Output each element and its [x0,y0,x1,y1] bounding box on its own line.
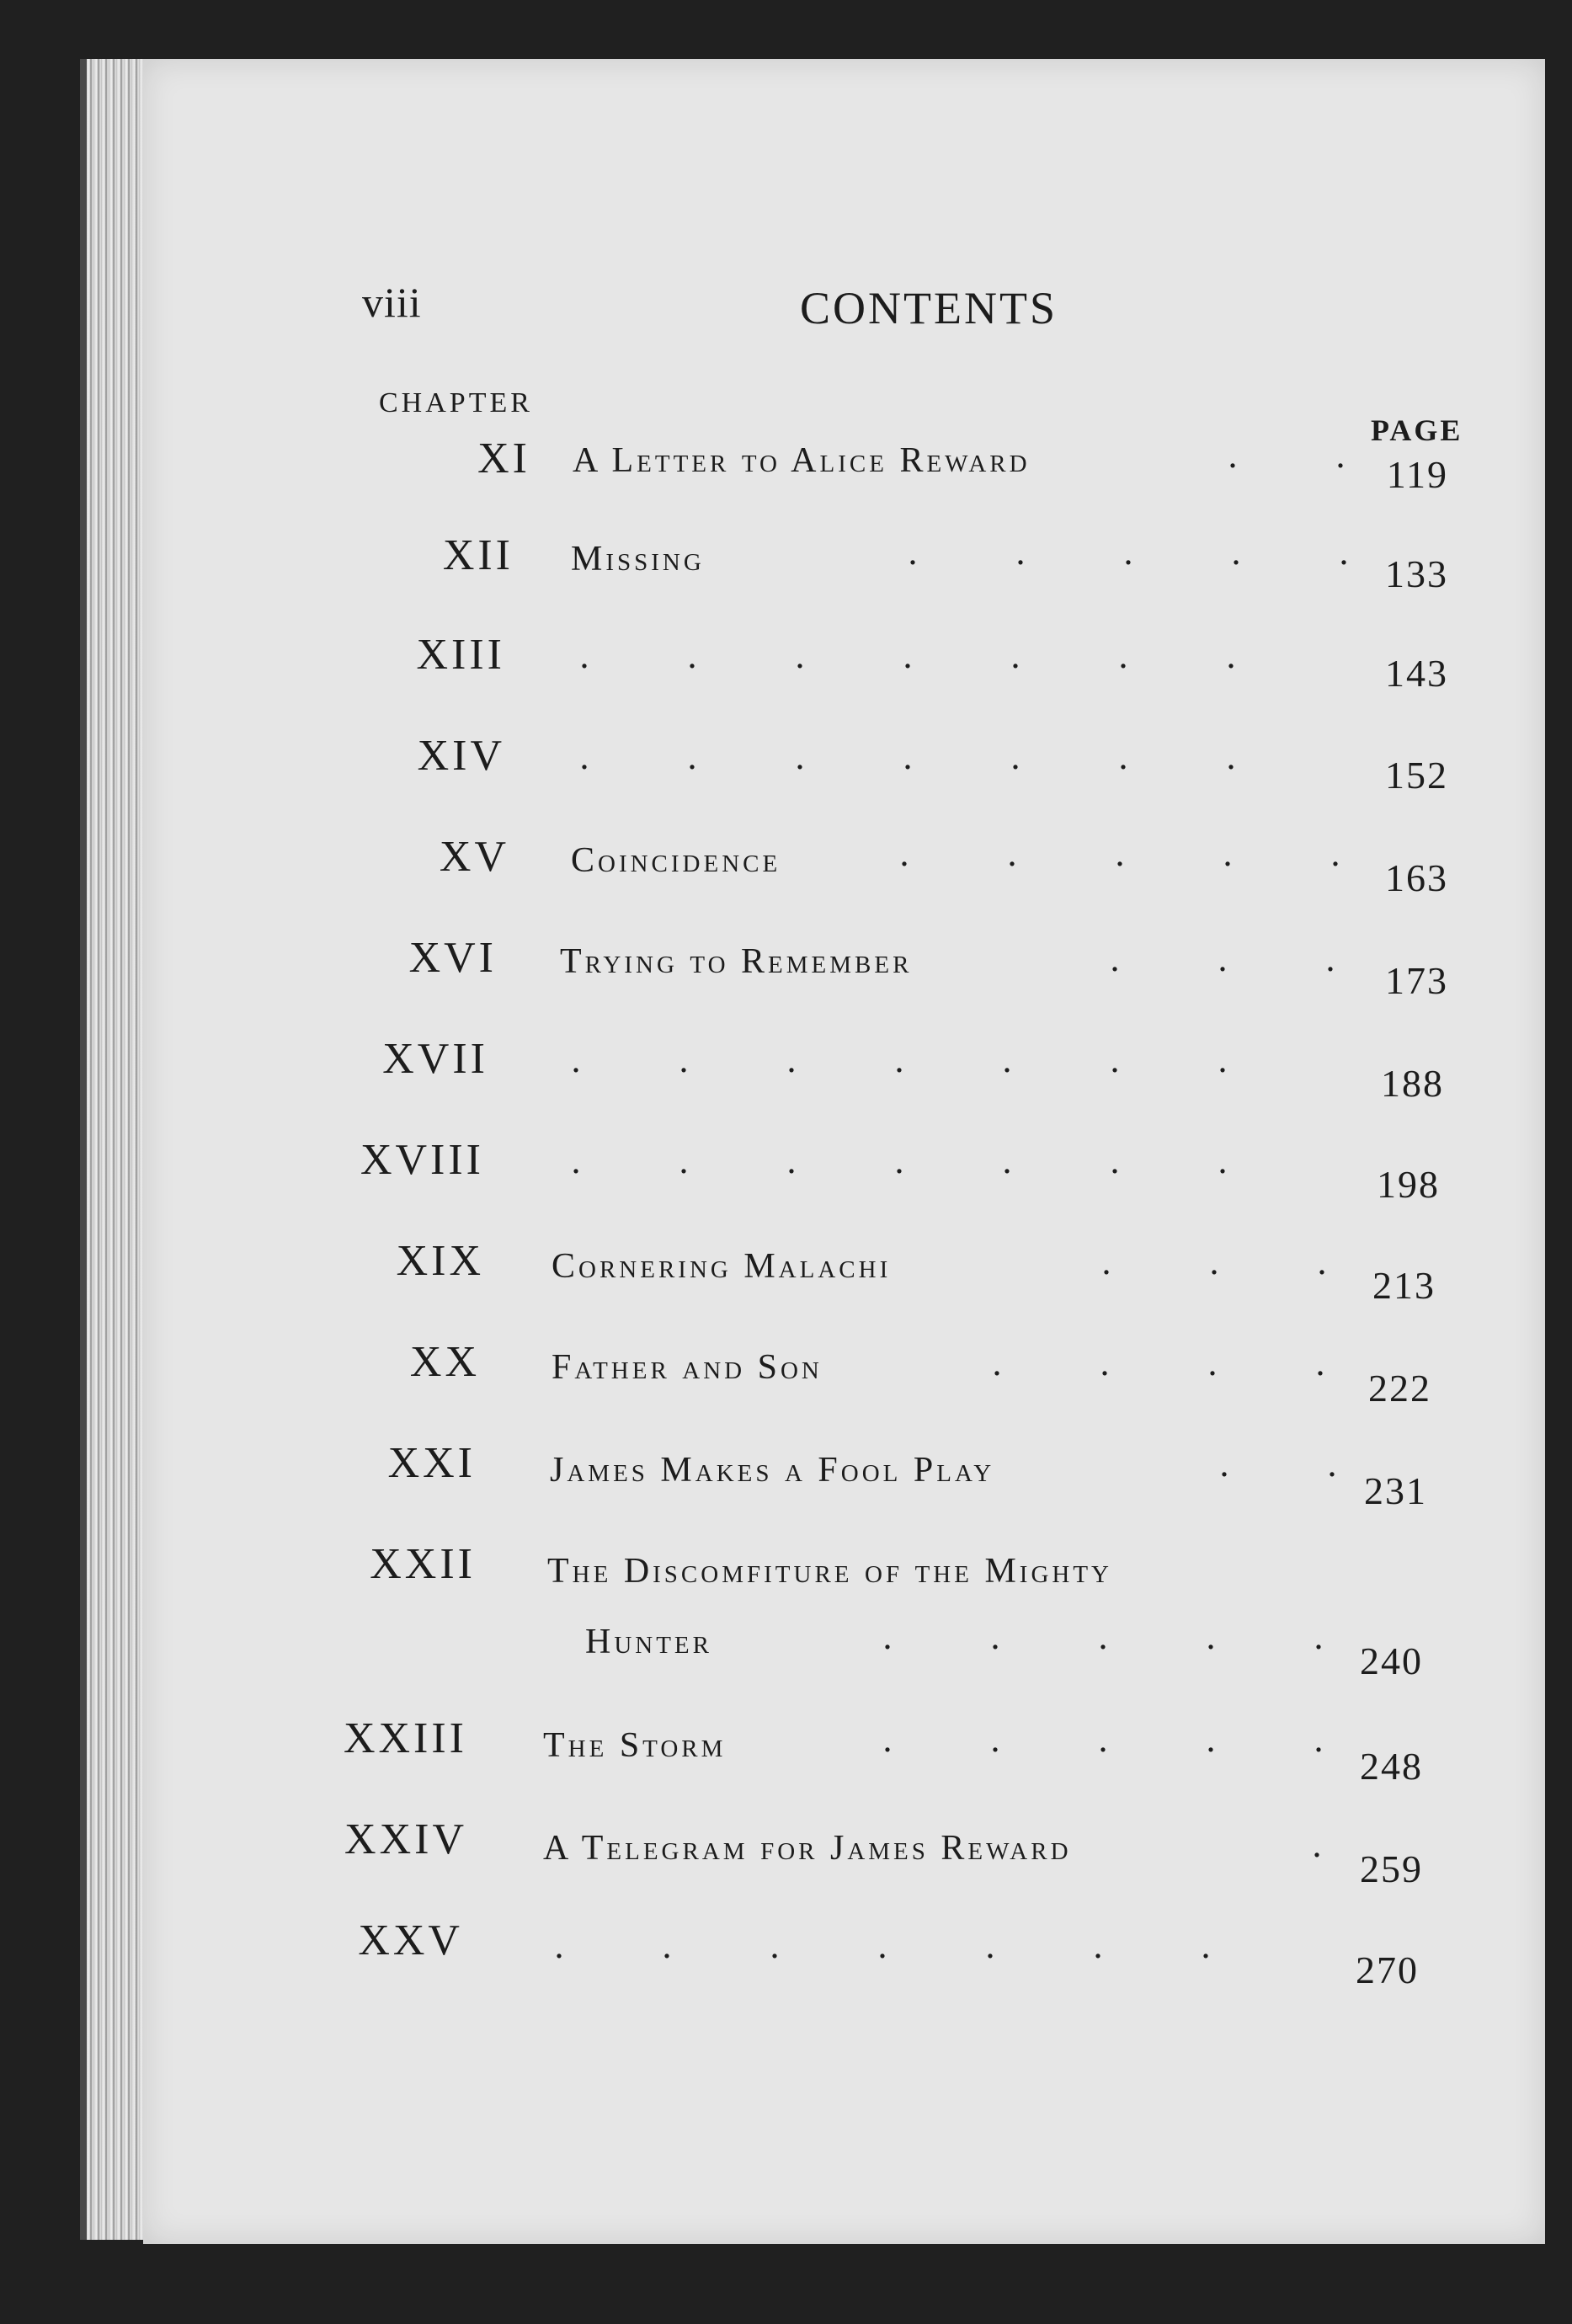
chapter-number: XXIII [343,1714,467,1762]
chapter-title: James Makes a Fool Play [550,1451,995,1490]
dot-leaders: . . . . . [908,531,1349,573]
chapter-title: Father and Son [552,1348,823,1387]
chapter-number: XIII [416,631,505,679]
dot-leaders: . . . . . . . [579,736,1236,777]
page-reference: 143 [1385,652,1448,695]
page-reference: 133 [1385,552,1448,595]
page-reference: 248 [1360,1745,1423,1788]
chapter-number: XVIII [360,1136,484,1184]
dot-leaders: . . . . . [882,1616,1324,1657]
table-of-contents [143,59,1545,2244]
chapter-title: A Letter to Alice Reward [573,441,1031,480]
chapter-title: Missing [571,540,705,578]
page-title: CONTENTS [800,283,1058,333]
page-reference: 270 [1356,1948,1419,1991]
chapter-number: XXIV [344,1815,467,1863]
chapter-number: XVII [382,1035,488,1083]
page-reference: 163 [1385,856,1448,899]
dot-leaders: . . . . [992,1342,1325,1383]
chapter-column-label: CHAPTER [379,387,533,418]
chapter-number: XX [409,1338,480,1386]
chapter-title: Trying to Remember [560,942,913,981]
dot-leaders: . . . . . . . [571,1039,1228,1080]
page-column-label: PAGE [1371,413,1463,447]
chapter-number: XIV [417,732,505,780]
chapter-number: XXV [358,1916,463,1964]
chapter-title: A Telegram for James Reward [543,1829,1072,1868]
chapter-title: The Discomfiture of the Mighty [547,1552,1112,1591]
dot-leaders: . . . [1101,1241,1327,1282]
page-reference: 198 [1377,1163,1440,1206]
page-reference: 213 [1372,1264,1436,1307]
chapter-title-continued: Hunter [585,1623,712,1661]
dot-leaders: . . [1219,1443,1337,1484]
chapter-title: Coincidence [571,841,781,880]
page-reference: 152 [1385,754,1448,797]
dot-leaders: . . . . . [899,833,1340,874]
chapter-number: XII [442,531,514,579]
dot-leaders: . . . . . . . [579,635,1236,676]
chapter-number: XXII [370,1540,476,1588]
chapter-title: Cornering Malachi [552,1247,892,1286]
chapter-number: XXI [387,1439,476,1487]
chapter-number: XI [477,434,530,482]
page-reference: 222 [1368,1367,1431,1410]
page-reference: 188 [1381,1062,1444,1105]
page-reference: 259 [1360,1847,1423,1890]
chapter-number: XIX [396,1237,484,1285]
dot-leaders: . . . . . [882,1719,1324,1760]
page-reference: 119 [1386,453,1448,496]
chapter-number: XV [439,833,509,881]
dot-leaders: . [1312,1824,1322,1865]
dot-leaders: . . . . . . . [554,1925,1211,1966]
chapter-title: The Storm [543,1726,727,1765]
book-page [143,59,1545,2244]
dot-leaders: . . . [1110,938,1335,979]
page-reference: 231 [1364,1469,1427,1512]
page-reference: 240 [1360,1639,1423,1682]
page-number: viii [362,279,422,326]
chapter-number: XVI [408,934,497,982]
page-reference: 173 [1385,959,1448,1002]
dot-leaders: . . . . . . . [571,1140,1228,1181]
dot-leaders: . . [1228,434,1346,476]
